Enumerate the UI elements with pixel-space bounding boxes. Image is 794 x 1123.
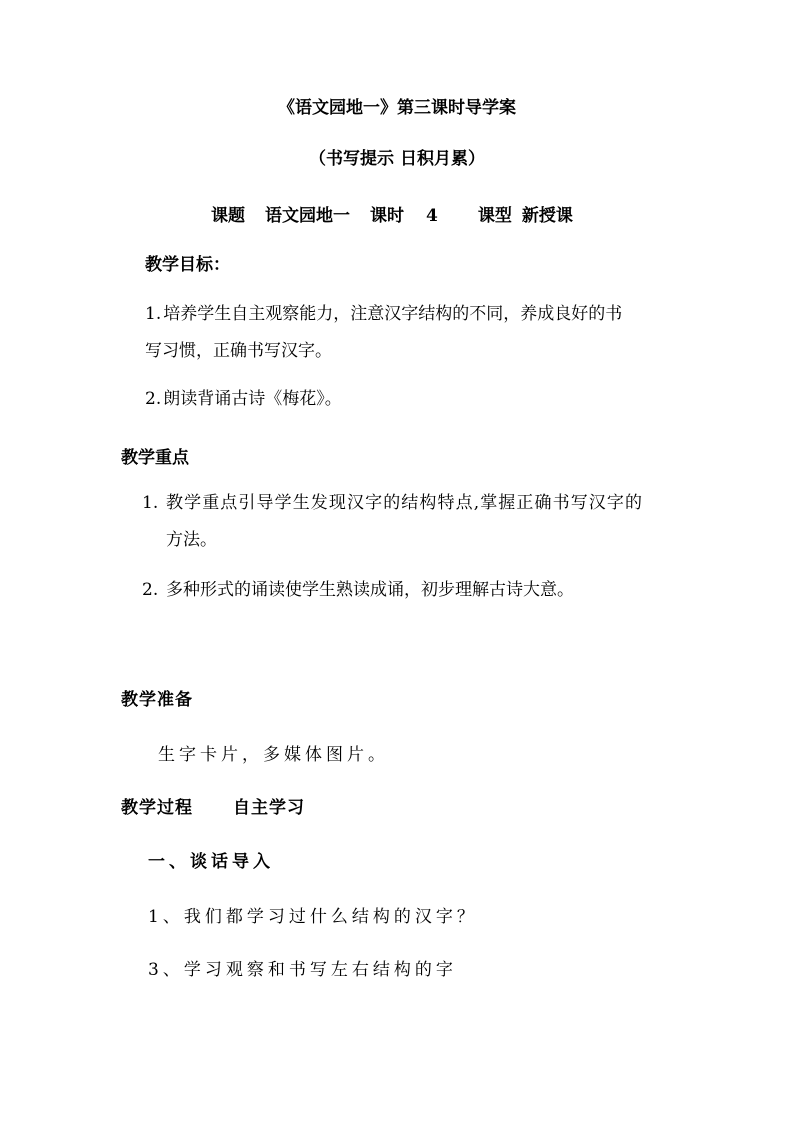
focus-item-1 [142, 492, 643, 514]
goal-text: 朗读背诵古诗《梅花》。 [163, 389, 342, 409]
page-subtitle: （书写提示 日积月累） [309, 149, 485, 169]
topic-value: 语文园地一 [265, 206, 350, 226]
prep-heading: 教学准备 [121, 690, 193, 710]
goal-item-1 [145, 303, 622, 325]
goal-number: 2. [145, 389, 162, 409]
focus-number: 1. [142, 493, 159, 513]
focus-text: 教学重点引导学生发现汉字的结构特点,掌握正确书写汉字的 [166, 493, 644, 513]
goal-text: 培养学生自主观察能力，注意汉字结构的不同，养成良好的书 [163, 304, 623, 324]
step-item: 3、学习观察和书写左右结构的字 [148, 960, 457, 980]
page-title: 《语文园地一》第三课时导学案 [278, 98, 516, 118]
goal-item-2 [145, 388, 342, 410]
topic-label: 课题 [211, 206, 245, 226]
goal-number: 1. [145, 304, 162, 324]
lesson-meta [211, 205, 573, 227]
process-sub-label: 自主学习 [233, 798, 305, 818]
focus-text: 多种形式的诵读使学生熟读成诵，初步理解古诗大意。 [166, 580, 574, 600]
focus-heading: 教学重点 [121, 448, 189, 468]
step-item: 1、我们都学习过什么结构的汉字？ [148, 907, 478, 927]
type-value: 新授课 [521, 206, 573, 226]
prep-text: 生字卡片，多媒体图片。 [158, 745, 389, 765]
process-heading [121, 797, 305, 819]
type-label: 课型 [477, 206, 512, 226]
focus-number: 2. [142, 580, 159, 600]
section-intro-heading: 一、谈话导入 [148, 852, 274, 872]
period-value: 4 [426, 206, 438, 226]
goal-item-1-cont: 写习惯，正确书写汉字。 [145, 341, 332, 361]
process-label: 教学过程 [121, 798, 193, 818]
focus-item-1-cont: 方法。 [166, 530, 217, 550]
goals-heading: 教学目标： [145, 255, 230, 275]
focus-item-2 [142, 579, 574, 601]
period-label: 课时 [370, 206, 404, 226]
